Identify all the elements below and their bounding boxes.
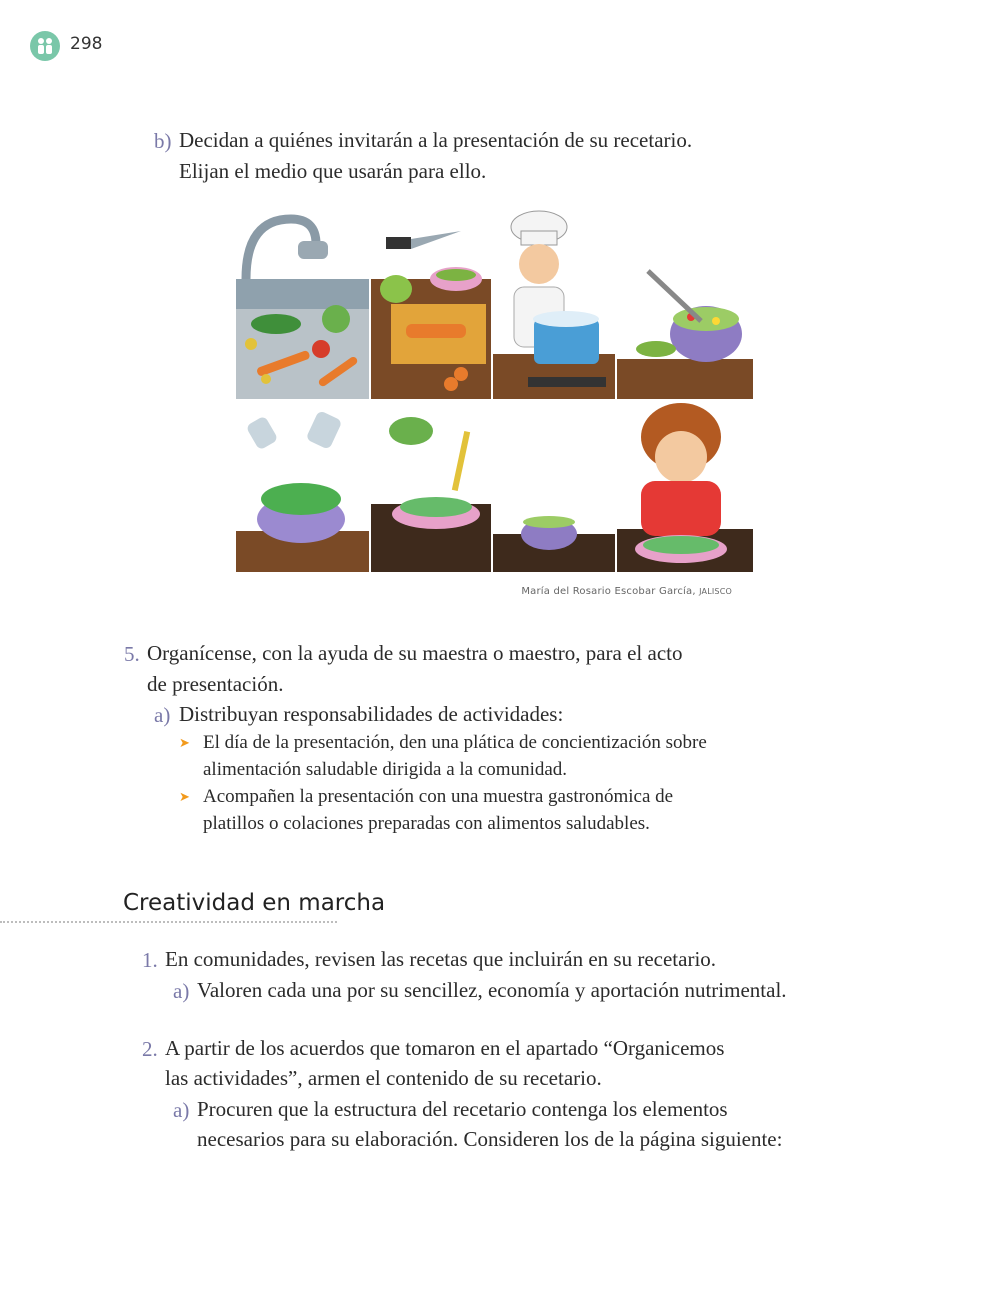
item-5-line1: Organícense, con la ayuda de su maestra o maestro, para el acto: [147, 641, 683, 665]
section-title: Creatividad en marcha: [123, 890, 386, 916]
item-b-line2: Elijan el medio que usarán para ello.: [179, 159, 487, 183]
arrow-bullet-icon: ➤: [179, 735, 190, 750]
community-icon: [30, 31, 60, 61]
list-item-1-marker: 1.: [142, 948, 158, 972]
illustration-credit: María del Rosario Escobar García, JALISCO: [521, 586, 732, 597]
item-b-line1: Decidan a quiénes invitarán a la presentación de su recetario.: [179, 128, 693, 152]
page-number: 298: [70, 34, 103, 54]
bullet-1-line2: alimentación saludable dirigida a la comunidad.: [203, 759, 568, 780]
item-5-line2: de presentación.: [147, 672, 284, 696]
bullet-1-line1: El día de la presentación, den una plática de concientización sobre: [203, 732, 707, 753]
list-item-2a-line2: necesarios para su elaboración. Consideren los de la página siguiente:: [197, 1127, 783, 1151]
cooking-illustration: [236, 209, 753, 572]
list-item-2a-line1: Procuren que la estructura del recetario contenga los elementos: [197, 1097, 728, 1121]
list-item-2-marker: 2.: [142, 1037, 158, 1061]
bullet-2-line2: platillos o colaciones preparadas con alimentos saludables.: [203, 813, 650, 834]
item-5a-text: Distribuyan responsabilidades de actividades:: [179, 702, 564, 726]
arrow-bullet-icon: ➤: [179, 789, 190, 804]
list-item-2-line2: las actividades”, armen el contenido de su recetario.: [165, 1066, 602, 1090]
list-item-2a-marker: a): [173, 1098, 190, 1122]
list-item-1a-text: Valoren cada una por su sencillez, economía y aportación nutrimental.: [197, 978, 787, 1002]
list-item-1a-marker: a): [173, 979, 190, 1003]
bullet-2-line1: Acompañen la presentación con una muestra gastronómica de: [203, 786, 674, 807]
section-divider: [0, 921, 337, 923]
list-item-2-line1: A partir de los acuerdos que tomaron en el apartado “Organicemos: [165, 1036, 725, 1060]
item-5a-marker: a): [154, 703, 171, 727]
item-b-marker: b): [154, 129, 172, 153]
list-item-1-text: En comunidades, revisen las recetas que incluirán en su recetario.: [165, 947, 717, 971]
item-5-marker: 5.: [124, 642, 140, 666]
